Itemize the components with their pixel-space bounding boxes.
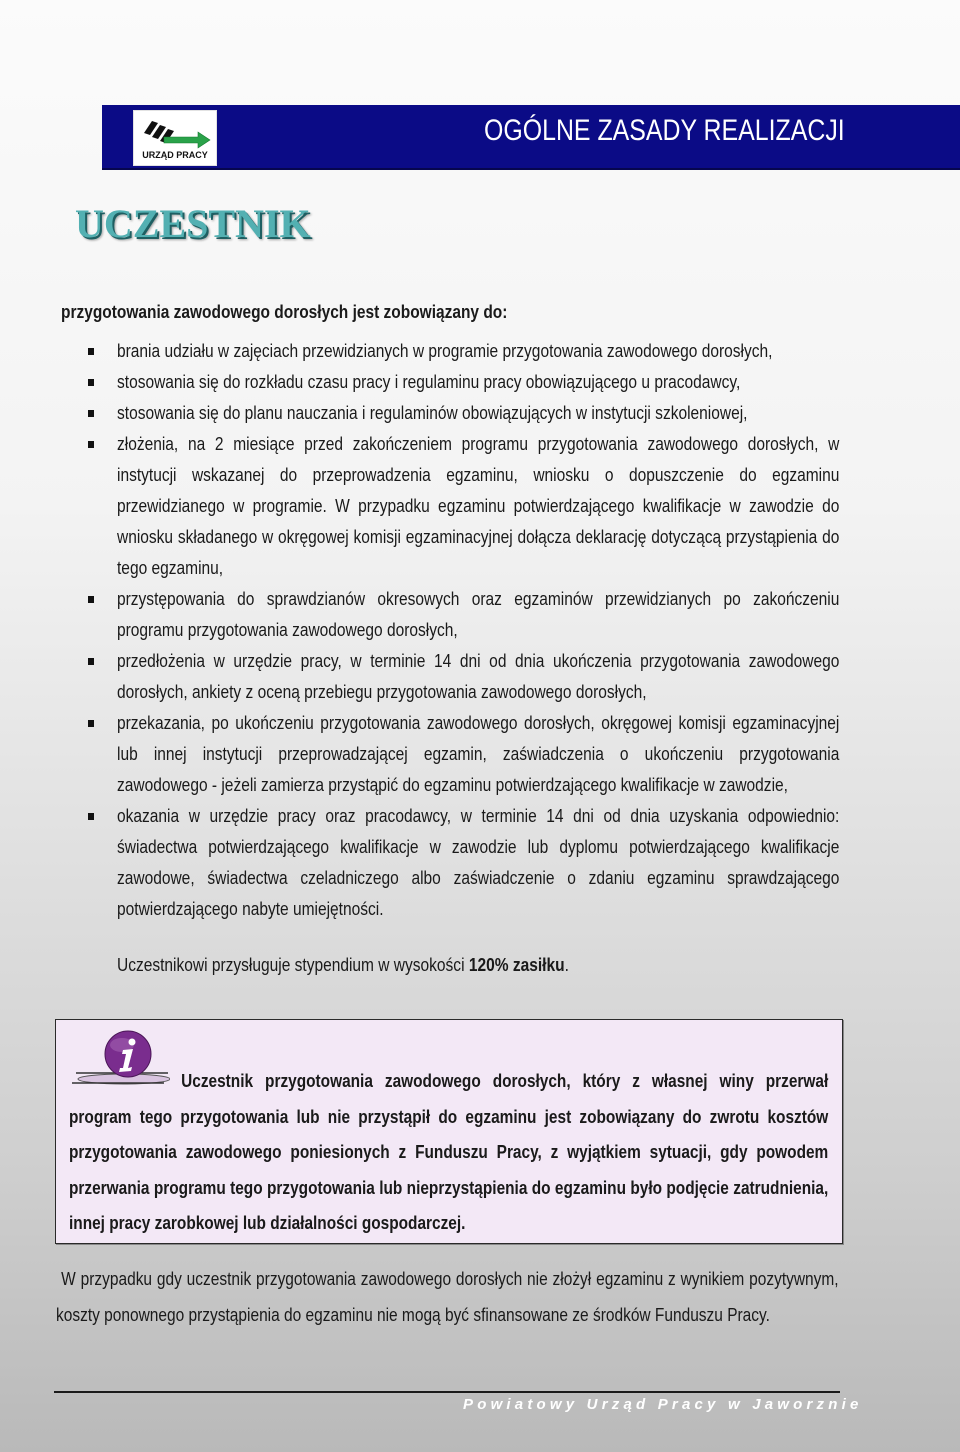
list-item-text: złożenia, na 2 miesiące przed zakończeniem programu przygotowania zawodowego dorosłych, w instytucji wskazanej do przeprowadzenia egzaminu, wniosku o dopuszczenie do egzaminu przewidzianego w programie. W przypadku egzaminu potwierdzającego kwalifikacje w zawodzie do wniosku składanego w okręgowej komisji egzaminacyjnej dołącza deklarację dotyczącą przystąpienia do tego egzaminu, [117, 434, 840, 578]
logo-graphic-icon [138, 117, 212, 151]
list-item [88, 336, 838, 367]
bullet-icon [88, 348, 94, 355]
bullet-icon [88, 596, 94, 603]
bullet-icon [88, 658, 94, 665]
list-item [88, 646, 838, 708]
bullet-icon [88, 441, 94, 448]
footer-divider [54, 1391, 840, 1393]
bullet-icon [88, 813, 94, 820]
stipend-amount: 120% zasiłku [468, 955, 565, 975]
list-item-text: przekazania, po ukończeniu przygotowania zawodowego dorosłych, okręgowej komisji egzaminacyjnej lub innej instytucji przeprowadzającej egzamin, zaświadczenia o ukończeniu przygotowania zawodowego - jeżeli zamierza przystąpić do egzaminu potwierdzającego kwalifikacje w zawodzie, [117, 713, 840, 795]
list-item [88, 367, 838, 398]
bullet-icon [88, 379, 94, 386]
stipend-label: Uczestnikowi przysługuje stypendium w wysokości [117, 955, 469, 975]
list-item-text: przedłożenia w urzędzie pracy, w terminie 14 dni od dnia ukończenia przygotowania zawodowego dorosłych, ankiety z oceną przebiegu przygotowania zawodowego dorosłych, [117, 651, 840, 702]
info-box-text: Uczestnik przygotowania zawodowego dorosłych, który z własnej winy przerwał program tego przygotowania lub nie przystąpił do egzaminu jest zobowiązany do zwrotu kosztów przygotowania zawodowego poniesionych z Funduszu Pracy, z wyjątkiem sytuacji, gdy powodem przerwania programu tego przygotowania lub nieprzystąpienia do egzaminu było podjęcie zatrudnienia, innej pracy zarobkowej lub działalności gospodarczej. [69, 1071, 829, 1234]
list-item-text: przystępowania do sprawdzianów okresowych oraz egzaminów przewidzianych po zakończeniu programu przygotowania zawodowego dorosłych, [117, 589, 840, 640]
section-title: UCZESTNIK [75, 201, 311, 246]
list-item-text: okazania w urzędzie pracy oraz pracodawcy, w terminie 14 dni od dnia uzyskania odpowiednio: świadectwa potwierdzającego kwalifikacje w zawodzie lub dyplomu potwierdzającego kwalifikacje zawodowe, świadectwa czeladniczego albo zaświadczenie o zdaniu egzaminu sprawdzającego potwierdzającego nabyte umiejętności. [117, 806, 840, 919]
intro-text: przygotowania zawodowego dorosłych jest zobowiązany do: [61, 302, 508, 322]
list-item [88, 801, 838, 925]
bullet-icon [88, 720, 94, 727]
closing-paragraph: W przypadku gdy uczestnik przygotowania zawodowego dorosłych nie złożył egzaminu z wynikiem pozytywnym, koszty ponownego przystąpienia do egzaminu nie mogą być sfinansowane ze środków Funduszu Pracy. [56, 1269, 839, 1325]
urzad-pracy-logo [133, 110, 217, 166]
footer-text: Powiatowy Urząd Pracy w Jaworznie [463, 1396, 863, 1413]
obligations-list [88, 336, 838, 925]
list-item [88, 584, 838, 646]
list-item-text: stosowania się do planu nauczania i regulaminów obowiązujących w instytucji szkoleniowej, [117, 403, 748, 423]
list-item [88, 429, 838, 584]
logo-text: URZĄD PRACY [142, 150, 208, 160]
header-title: OGÓLNE ZASADY REALIZACJI [484, 114, 845, 147]
list-item [88, 398, 838, 429]
list-item-text: brania udziału w zajęciach przewidzianych w programie przygotowania zawodowego dorosłych, [117, 341, 773, 361]
stipend-end: . [564, 955, 569, 975]
list-item-text: stosowania się do rozkładu czasu pracy i regulaminu pracy obowiązującego u pracodawcy, [117, 372, 741, 392]
stipend-text [117, 955, 569, 976]
bullet-icon [88, 410, 94, 417]
list-item [88, 708, 838, 801]
